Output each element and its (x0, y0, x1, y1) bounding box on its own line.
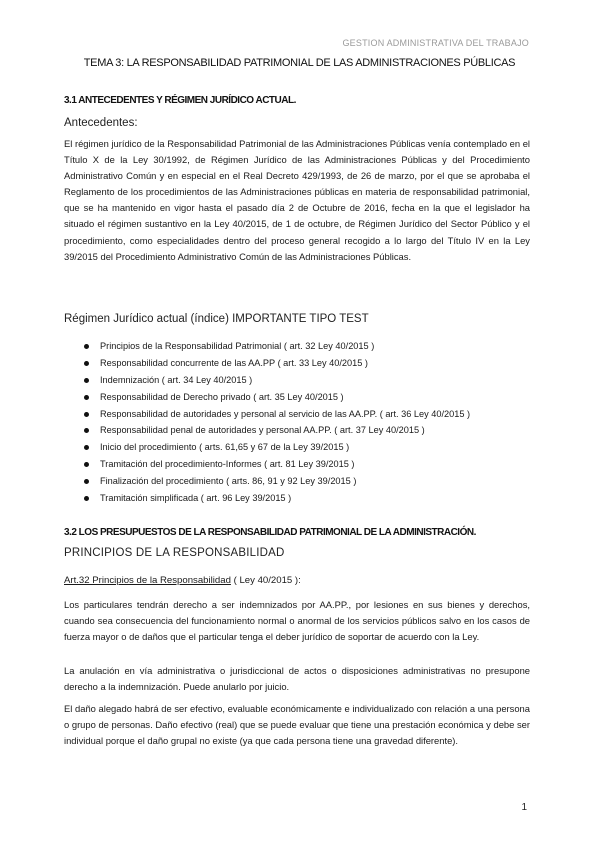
antecedentes-heading: Antecedentes: (64, 117, 138, 129)
bullet-icon (84, 428, 89, 433)
list-item: Principios de la Responsabilidad Patrimonial ( art. 32 Ley 40/2015 ) (84, 338, 470, 355)
page-number: 1 (521, 802, 527, 813)
bullet-icon (84, 462, 89, 467)
article-paragraph-2: La anulación en vía administrativa o jurisdiccional de actos o disposiciones administrativas no presupone derecho a la indemnización. Puede anularlo por juicio. (64, 665, 530, 693)
section-heading-3-1: 3.1 ANTECEDENTES Y RÉGIMEN JURÍDICO ACTUAL. (64, 95, 296, 106)
article-paragraph-3: El daño alegado habrá de ser efectivo, evaluable económicamente e individualizado con relación a una persona o grupo de personas. Daño efectivo (real) que se puede evaluar que tiene una prestación económica y debe ser individual porque el daño grupal no existe (ya que cada persona tiene una gravedad diferente). (64, 703, 530, 747)
regimen-heading: Régimen Jurídico actual (índice) IMPORTANTE TIPO TEST (64, 313, 369, 325)
article-32-ref: ( Ley 40/2015 ): (230, 575, 301, 586)
bullet-icon (84, 378, 89, 383)
article-32-heading (64, 575, 301, 586)
bullet-icon (84, 395, 89, 400)
article-32-label: Art.32 Principios de la Responsabilidad (64, 575, 231, 586)
bullet-icon (84, 412, 89, 417)
list-item: Finalización del procedimiento ( arts. 86, 91 y 92 Ley 39/2015 ) (84, 473, 470, 490)
document-title: TEMA 3: LA RESPONSABILIDAD PATRIMONIAL DE LAS ADMINISTRACIONES PÚBLICAS (83, 57, 516, 69)
list-item: Tramitación del procedimiento-Informes ( art. 81 Ley 39/2015 ) (84, 456, 470, 473)
principios-heading: PRINCIPIOS DE LA RESPONSABILIDAD (64, 547, 285, 559)
list-item: Inicio del procedimiento ( arts. 61,65 y 67 de la Ley 39/2015 ) (84, 439, 470, 456)
antecedentes-paragraph: El régimen jurídico de la Responsabilidad Patrimonial de las Administraciones Públicas venía contemplado en el Título X de la Ley 30/1992, de Régimen Jurídico de las Administraciones Públicas y del Procedimiento Administrativo Común y en especial en el Real Decreto 429/1993, de 26 de marzo, por el que se aprobaba el Reglamento de los procedimientos de las Administraciones públicas en materia de responsabilidad patrimonial, que se ha mantenido en vigor hasta el pasado día 2 de Octubre de 2016, fecha en la que el legislador ha situado el régimen sustantivo en la Ley 40/2015, de 1 de octubre, de Régimen Jurídico del Sector Público y el procedimiento, como especialidades dentro del proceso general recogido a lo largo del Título IV en la Ley 39/2015 del Procedimiento Administrativo Común de las Administraciones Públicas. (64, 138, 530, 262)
list-item: Indemnización ( art. 34 Ley 40/2015 ) (84, 372, 470, 389)
list-item: Responsabilidad concurrente de las AA.PP ( art. 33 Ley 40/2015 ) (84, 355, 470, 372)
list-item: Tramitación simplificada ( art. 96 Ley 39/2015 ) (84, 490, 470, 507)
list-item: Responsabilidad penal de autoridades y personal AA.PP. ( art. 37 Ley 40/2015 ) (84, 422, 470, 439)
bullet-icon (84, 496, 89, 501)
regimen-index-list (84, 338, 470, 507)
bullet-icon (84, 361, 89, 366)
bullet-icon (84, 344, 89, 349)
bullet-icon (84, 445, 89, 450)
list-item: Responsabilidad de autoridades y personal al servicio de las AA.PP. ( art. 36 Ley 40/2015 ) (84, 406, 470, 423)
bullet-icon (84, 479, 89, 484)
running-header: GESTION ADMINISTRATIVA DEL TRABAJO (342, 38, 529, 48)
list-item: Responsabilidad de Derecho privado ( art. 35 Ley 40/2015 ) (84, 389, 470, 406)
article-paragraph-1: Los particulares tendrán derecho a ser indemnizados por AA.PP., por lesiones en sus bienes y derechos, cuando sea consecuencia del funcionamiento normal o anormal de los servicios públicos salvo en los casos de fuerza mayor o de daños que el particular tenga el deber jurídico de soportar de acuerdo con la Ley. (64, 599, 530, 643)
section-heading-3-2: 3.2 LOS PRESUPUESTOS DE LA RESPONSABILIDAD PATRIMONIAL DE LA ADMINISTRACIÓN. (64, 527, 476, 538)
